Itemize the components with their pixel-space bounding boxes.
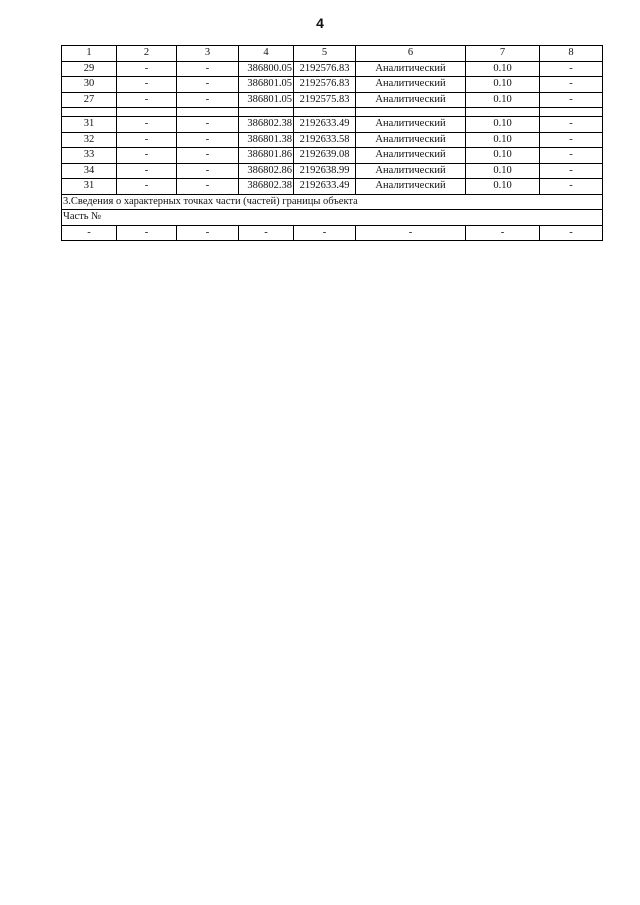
table-cell: - [177, 61, 239, 77]
table-row [62, 61, 603, 77]
section-title: 3.Сведения о характерных точках части (частей) границы объекта [62, 194, 603, 210]
method-cell: Аналитический [356, 179, 466, 195]
y-coordinate-cell: 2192633.49 [294, 117, 356, 133]
point-number-cell: 29 [62, 61, 117, 77]
table-cell: - [117, 132, 177, 148]
empty-cell [466, 108, 540, 117]
table-cell: - [177, 92, 239, 108]
part-label-row [62, 210, 603, 226]
x-coordinate-cell: 386802.38 [239, 117, 294, 133]
table-cell: - [177, 132, 239, 148]
table-row [62, 132, 603, 148]
part-label: Часть № [62, 210, 603, 226]
empty-cell [177, 108, 239, 117]
x-coordinate-cell: 386800.05 [239, 61, 294, 77]
table-cell: - [117, 148, 177, 164]
point-number-cell: 34 [62, 163, 117, 179]
point-number-cell: 27 [62, 92, 117, 108]
section-title-row [62, 194, 603, 210]
accuracy-cell: 0.10 [466, 163, 540, 179]
point-number-cell: 32 [62, 132, 117, 148]
x-coordinate-cell: 386802.38 [239, 179, 294, 195]
table-cell: - [177, 163, 239, 179]
accuracy-cell: 0.10 [466, 179, 540, 195]
x-coordinate-cell: 386801.38 [239, 132, 294, 148]
table-cell: - [356, 225, 466, 241]
table-cell: - [540, 163, 603, 179]
method-cell: Аналитический [356, 77, 466, 93]
table-cell: - [177, 225, 239, 241]
method-cell: Аналитический [356, 92, 466, 108]
accuracy-cell: 0.10 [466, 61, 540, 77]
table-row [62, 117, 603, 133]
point-number-cell: 31 [62, 117, 117, 133]
accuracy-cell: 0.10 [466, 92, 540, 108]
table-cell: - [117, 117, 177, 133]
y-coordinate-cell: 2192633.58 [294, 132, 356, 148]
y-coordinate-cell: 2192633.49 [294, 179, 356, 195]
x-coordinate-cell: 386801.86 [239, 148, 294, 164]
y-coordinate-cell: 2192638.99 [294, 163, 356, 179]
header-row [62, 46, 603, 62]
table-cell: - [540, 92, 603, 108]
table-cell: - [62, 225, 117, 241]
empty-cell [239, 108, 294, 117]
table-cell: - [177, 117, 239, 133]
empty-cell [540, 108, 603, 117]
table-cell: - [177, 179, 239, 195]
table-cell: - [540, 225, 603, 241]
separator-row [62, 108, 603, 117]
method-cell: Аналитический [356, 163, 466, 179]
method-cell: Аналитический [356, 61, 466, 77]
table-cell: - [117, 163, 177, 179]
accuracy-cell: 0.10 [466, 77, 540, 93]
empty-cell [356, 108, 466, 117]
x-coordinate-cell: 386801.05 [239, 92, 294, 108]
empty-cell [117, 108, 177, 117]
table-cell: - [117, 179, 177, 195]
table-row [62, 179, 603, 195]
method-cell: Аналитический [356, 132, 466, 148]
table-cell: - [117, 92, 177, 108]
method-cell: Аналитический [356, 148, 466, 164]
header-cell: 2 [117, 46, 177, 62]
accuracy-cell: 0.10 [466, 148, 540, 164]
y-coordinate-cell: 2192576.83 [294, 61, 356, 77]
table-cell: - [177, 77, 239, 93]
table-cell: - [540, 148, 603, 164]
table-cell: - [540, 61, 603, 77]
table-row [62, 225, 603, 241]
header-cell: 1 [62, 46, 117, 62]
header-cell: 3 [177, 46, 239, 62]
table-row [62, 163, 603, 179]
coordinates-table-body [62, 46, 603, 241]
empty-cell [294, 108, 356, 117]
point-number-cell: 31 [62, 179, 117, 195]
header-cell: 8 [540, 46, 603, 62]
header-cell: 5 [294, 46, 356, 62]
table-cell: - [466, 225, 540, 241]
table-cell: - [117, 225, 177, 241]
y-coordinate-cell: 2192575.83 [294, 92, 356, 108]
page-number: 4 [316, 15, 324, 31]
y-coordinate-cell: 2192639.08 [294, 148, 356, 164]
empty-cell [62, 108, 117, 117]
method-cell: Аналитический [356, 117, 466, 133]
table-cell: - [540, 179, 603, 195]
point-number-cell: 30 [62, 77, 117, 93]
table-cell: - [239, 225, 294, 241]
header-cell: 7 [466, 46, 540, 62]
accuracy-cell: 0.10 [466, 132, 540, 148]
table-row [62, 92, 603, 108]
point-number-cell: 33 [62, 148, 117, 164]
table-row [62, 148, 603, 164]
coordinates-table [61, 45, 603, 241]
x-coordinate-cell: 386802.86 [239, 163, 294, 179]
table-cell: - [117, 61, 177, 77]
y-coordinate-cell: 2192576.83 [294, 77, 356, 93]
table-cell: - [177, 148, 239, 164]
header-cell: 4 [239, 46, 294, 62]
table-row [62, 77, 603, 93]
table-cell: - [540, 132, 603, 148]
accuracy-cell: 0.10 [466, 117, 540, 133]
table-cell: - [540, 117, 603, 133]
table-cell: - [117, 77, 177, 93]
header-cell: 6 [356, 46, 466, 62]
x-coordinate-cell: 386801.05 [239, 77, 294, 93]
table-cell: - [294, 225, 356, 241]
table-cell: - [540, 77, 603, 93]
